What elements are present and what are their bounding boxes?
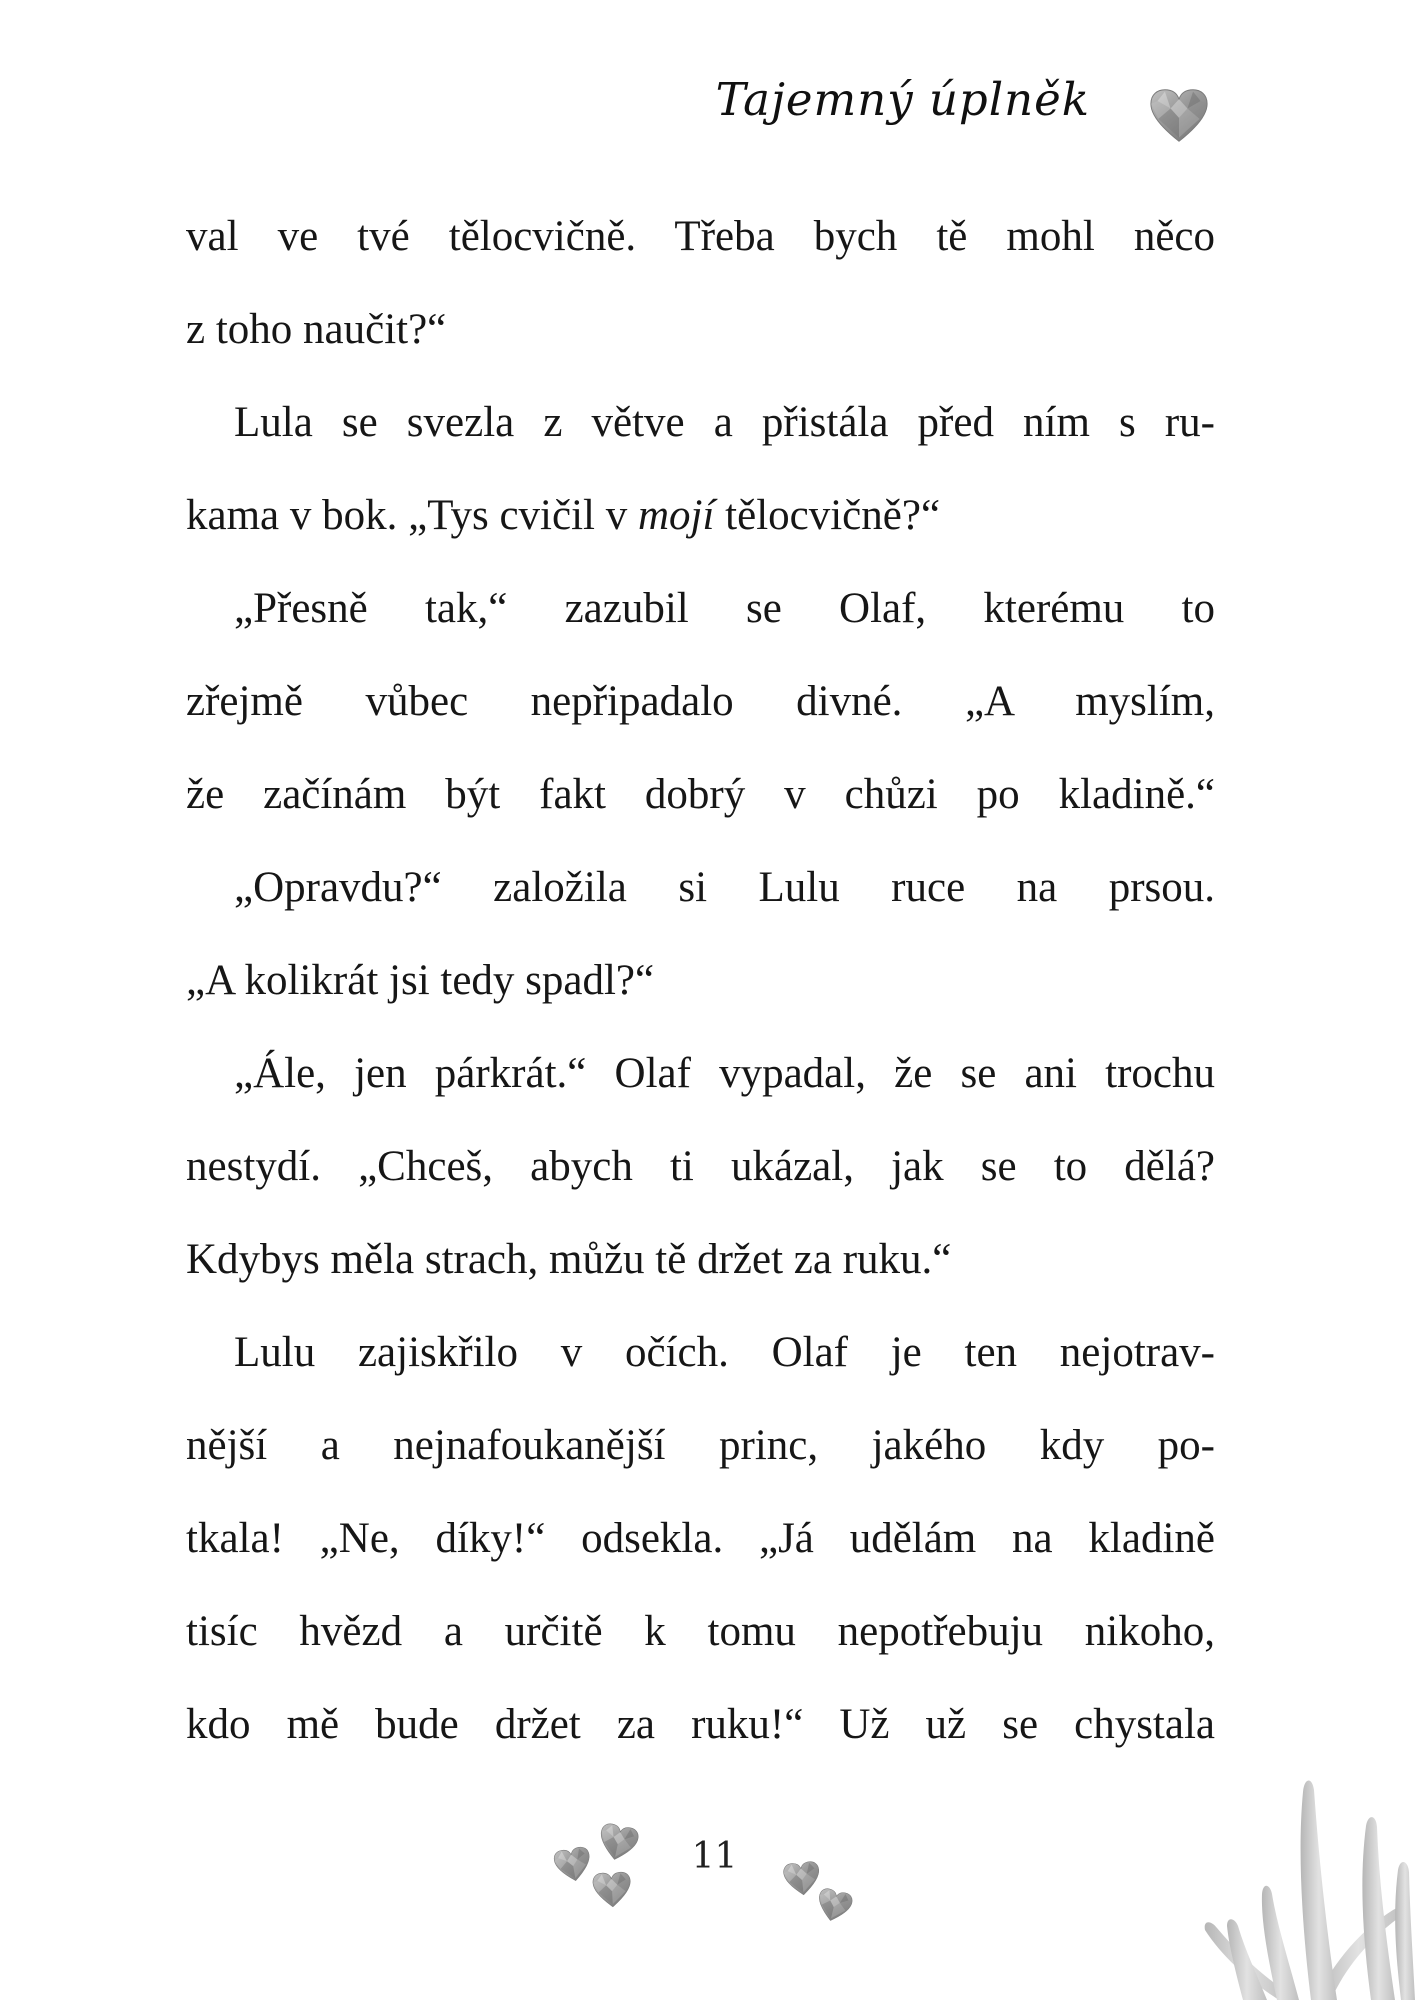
body-line-italic-segment: mojí — [637, 492, 715, 539]
body-line — [186, 283, 1215, 376]
body-line — [186, 1213, 1215, 1306]
body-line — [186, 562, 1215, 655]
gem-heart-icon — [781, 1860, 822, 1898]
body-line — [186, 655, 1215, 748]
body-line-segment: „Přesně tak,“ zazubil se Olaf, kterému to — [234, 585, 1215, 632]
body-line-segment: tkala! „Ne, díky!“ odsekla. „Já udělám na kladině — [186, 1515, 1215, 1562]
body-line — [186, 376, 1215, 469]
body-line-segment: z toho naučit?“ — [186, 306, 447, 353]
gem-heart-icon — [591, 1871, 633, 1909]
body-line — [186, 1120, 1215, 1213]
gem-heart-icon — [813, 1886, 856, 1926]
body-line — [186, 1027, 1215, 1120]
body-text — [186, 190, 1215, 1771]
gem-heart-icon — [1149, 88, 1209, 144]
body-line-segment: Lulu zajiskřilo v očích. Olaf je ten nejotrav- — [234, 1329, 1215, 1376]
body-line-segment: „Opravdu?“ založila si Lulu ruce na prsou. — [234, 864, 1215, 911]
body-line-segment: val ve tvé tělocvičně. Třeba bych tě mohl něco — [186, 213, 1215, 260]
body-line-segment: „A kolikrát jsi tedy spadl?“ — [186, 957, 655, 1004]
body-line-segment: Lula se svezla z větve a přistála před ním s ru- — [234, 399, 1215, 446]
body-line-segment: nější a nejnafoukanější princ, jakého kdy po- — [186, 1422, 1215, 1469]
body-line-segment: zřejmě vůbec nepřipadalo divné. „A myslím, — [186, 678, 1215, 725]
body-line — [186, 934, 1215, 1027]
body-line-segment: kdo mě bude držet za ruku!“ Už už se chystala — [186, 1701, 1215, 1748]
body-line-segment: „Ále, jen párkrát.“ Olaf vypadal, že se ani trochu — [234, 1050, 1215, 1097]
body-line — [186, 1678, 1215, 1771]
grass-blades-decoration — [1165, 1730, 1415, 2000]
page-number: 11 — [691, 1836, 738, 1877]
body-line — [186, 748, 1215, 841]
body-line-segment: tisíc hvězd a určitě k tomu nepotřebuju nikoho, — [186, 1608, 1215, 1655]
body-line — [186, 841, 1215, 934]
body-line-segment: kama v bok. „Tys cvičil v — [186, 492, 638, 539]
body-line-segment: že začínám být fakt dobrý v chůzi po kladině.“ — [186, 771, 1215, 818]
body-line — [186, 1492, 1215, 1585]
body-line-segment: nestydí. „Chceš, abych ti ukázal, jak se to dělá? — [186, 1143, 1215, 1190]
body-line-segment: tělocvičně?“ — [714, 492, 941, 539]
body-line — [186, 1399, 1215, 1492]
running-header-title: Tajemný úplněk — [715, 73, 1090, 126]
body-line — [186, 1585, 1215, 1678]
body-line — [186, 1306, 1215, 1399]
body-line-segment: Kdybys měla strach, můžu tě držet za ruku.“ — [186, 1236, 952, 1283]
gem-heart-icon — [551, 1845, 594, 1885]
body-line — [186, 190, 1215, 283]
body-line — [186, 469, 1215, 562]
